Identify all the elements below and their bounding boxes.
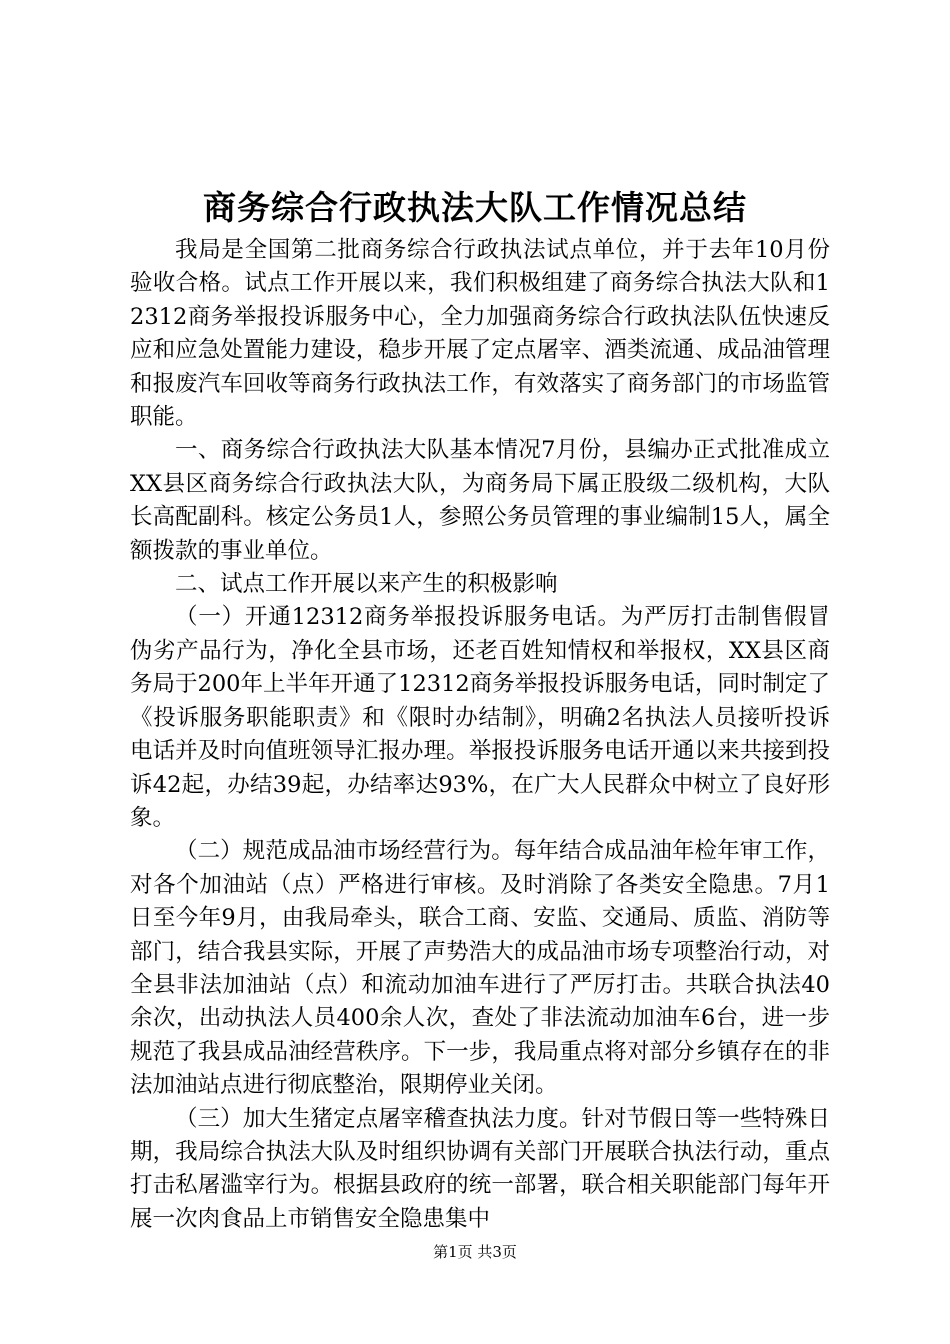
paragraph-intro: 我局是全国第二批商务综合行政执法试点单位，并于去年10月份验收合格。试点工作开展以来，我们积极组建了商务综合执法大队和12312商务举报投诉服务中心，全力加强商务综合行政执法队伍快速反应和应急处置能力建设，稳步开展了定点屠宰、酒类流通、成品油管理和报废汽车回收等商务行政执法工作，有效落实了商务部门的市场监管职能。 [130,237,830,431]
document-body [130,234,830,1236]
section-heading-2: 二、试点工作开展以来产生的积极影响 [175,571,558,598]
paragraph-section-1: 一、商务综合行政执法大队基本情况7月份，县编办正式批准成立XX县区商务综合行政执法大队，为商务局下属正股级二级机构，大队长高配副科。核定公务员1人，参照公务员管理的事业编制15人，属全额拨款的事业单位。 [130,437,830,564]
paragraph-item-3: （三）加大生猪定点屠宰稽查执法力度。针对节假日等一些特殊日期，我局综合执法大队及时组织协调有关部门开展联合执法行动，重点打击私屠滥宰行为。根据县政府的统一部署，联合相关职能部门每年开展一次肉食品上市销售安全隐患集中 [130,1105,830,1232]
document-title: 商务综合行政执法大队工作情况总结 [203,188,747,227]
paragraph-item-2: （二）规范成品油市场经营行为。每年结合成品油年检年审工作，对各个加油站（点）严格进行审核。及时消除了各类安全隐患。7月1日至今年9月，由我局牵头，联合工商、安监、交通局、质监、消防等部门，结合我县实际，开展了声势浩大的成品油市场专项整治行动，对全县非法加油站（点）和流动加油车进行了严厉打击。共联合执法40余次，出动执法人员400余人次，查处了非法流动加油车6台，进一步规范了我县成品油经营秩序。下一步，我局重点将对部分乡镇存在的非法加油站点进行彻底整治，限期停业关闭。 [130,838,830,1099]
paragraph-item-1: （一）开通12312商务举报投诉服务电话。为严厉打击制售假冒伪劣产品行为，净化全县市场，还老百姓知情权和举报权，XX县区商务局于200年上半年开通了12312商务举报投诉服务电话，同时制定了《投诉服务职能职责》和《限时办结制》，明确2名执法人员接听投诉电话并及时向值班领导汇报办理。举报投诉服务电话开通以来共接到投诉42起，办结39起，办结率达93%，在广大人民群众中树立了良好形象。 [130,604,830,831]
page-number-footer: 第1页 共3页 [433,1243,517,1261]
